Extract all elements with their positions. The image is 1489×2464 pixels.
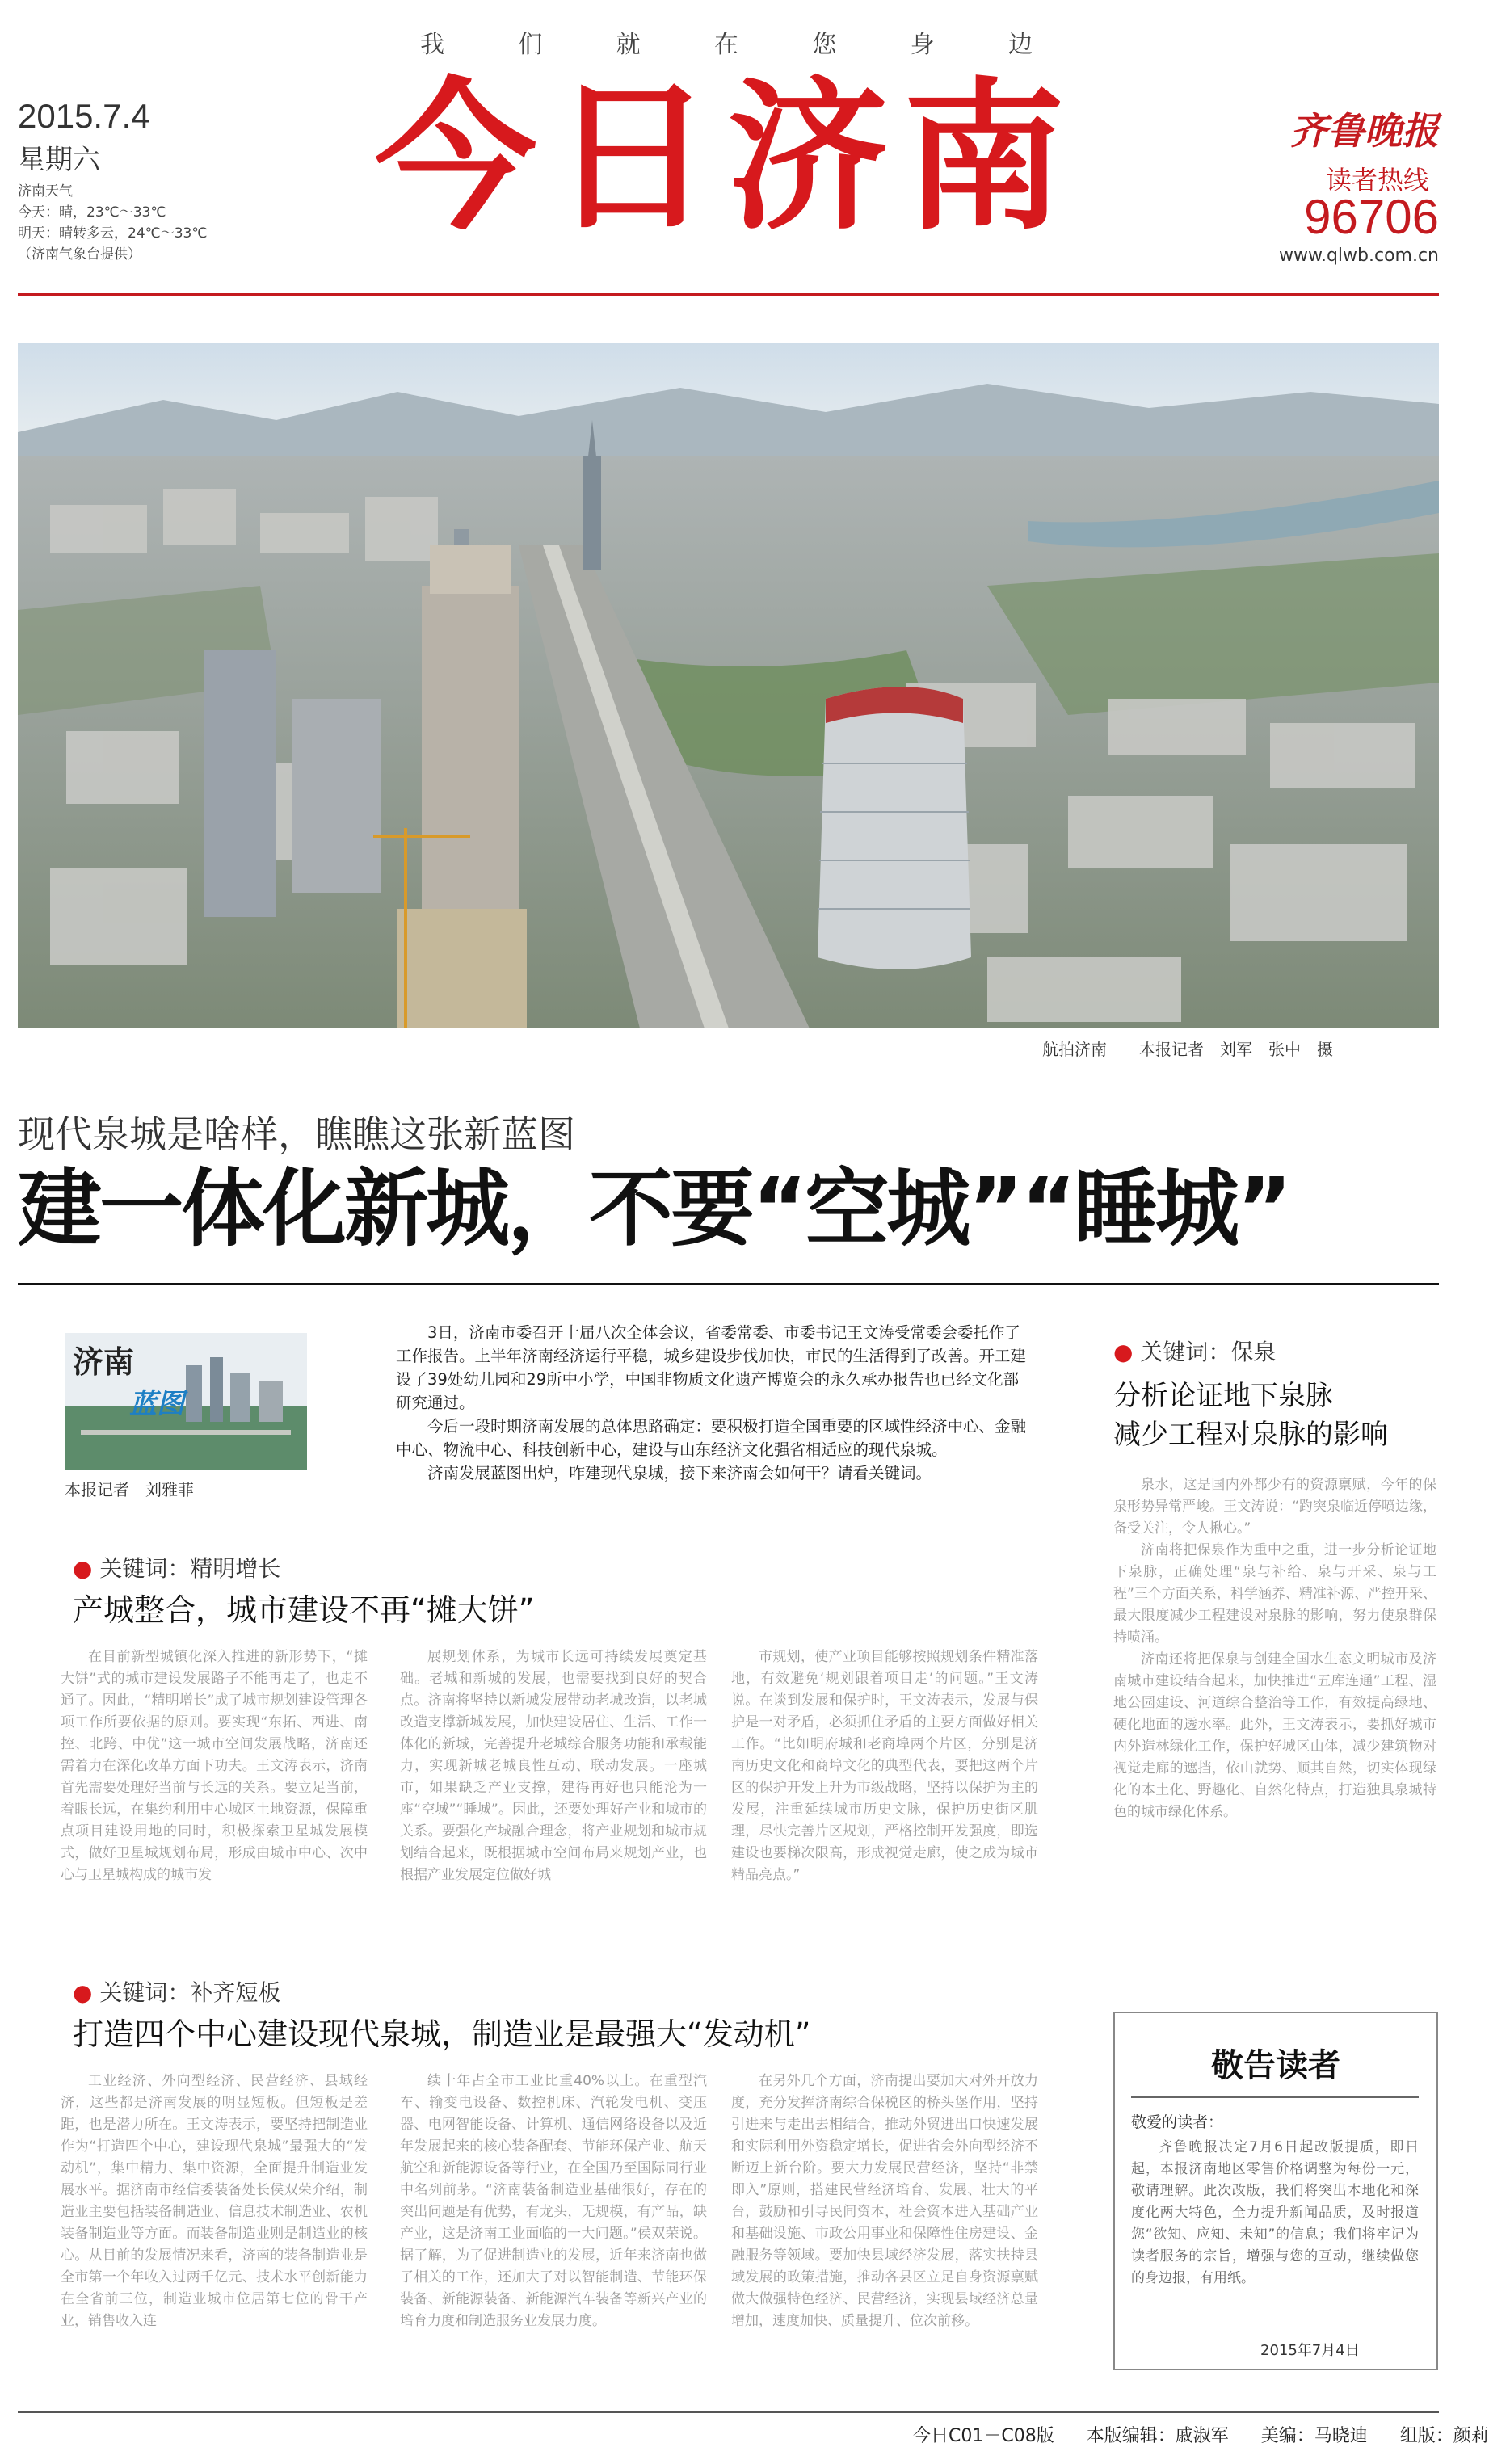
keyword-text: 关键词：精明增长 [99,1555,281,1582]
footer-credits [913,2422,1489,2447]
side-column [1113,1474,1436,1823]
column-text: 市规划，使产业项目能够按照规划条件精准落地，有效避免‘规划跟着项目走’的问题。”王文涛说。在谈到发展和保护时，王文涛表示，发展与保护是一对矛盾，必须抓住矛盾的主要方面做好相关工作。“比如明府城和老商埠两个片区，分别是济南历史文化和商埠文化的典型代表，要把这两个片区的保护开发上升为市级战略，坚持以保护为主的发展，注重延续城市历史文脉，保护历史街区肌理，尽快完善片区规划，严格控制开发强度，即选建设也要梯次限高，形成视觉走廊，使之成为城市精品亮点。” [731,1649,1038,1883]
notice-title: 敬告读者 [1211,2047,1340,2084]
bullet-icon: ● [1113,1339,1134,1365]
column-text: 展规划体系，为城市长远可持续发展奠定基础。老城和新城的发展，也需要找到良好的契合点。济南将坚持以新城发展带动老城改造，以老城改造支撑新城发展，加快建设居住、生活、工作一体化的新城，完善提升老城综合服务功能和承载能力，实现新城老城良性互动、联动发展。一座城市，如果缺乏产业支撑，建得再好也只能沦为一座“空城”“睡城”。因此，还要处理好产业和城市的关系。要强化产城融合理念，将产业规划和城市规划结合起来，既根据城市空间布局来规划产业，也根据产业发展定位做好城 [400,1649,707,1883]
side-paragraph: 济南还将把保泉与创建全国水生态文明城市及济南城市建设结合起来，加快推进“五库连通”工程、湿地公园建设、河道综合整治等工作，有效提高绿地、硬化地面的透水率。此外，王文涛表示，要抓好城市内外造林绿化工作，保护好城区山体，减少建筑物对视觉走廊的遮挡，依山就势、顺其自然，切实体现绿化的本土化、野趣化、自然化特点，打造独具泉城特色的城市绿化体系。 [1113,1651,1436,1820]
side-subhead-1: 分析论证地下泉脉 [1113,1380,1333,1412]
keyword-text: 关键词：补齐短板 [99,1979,281,2006]
side-paragraph: 泉水，这是国内外都少有的资源禀赋，今年的保泉形势异常严峻。王文涛说：“趵突泉临近停喷边缘，备受关注，令人揪心。” [1113,1477,1436,1537]
footer-editor: 本版编辑：戚淑军 [1086,2426,1229,2446]
slogan-char: 我 [420,31,446,59]
keyword-text: 关键词：保泉 [1140,1339,1277,1365]
footer-pages: 今日C01－C08版 [913,2426,1054,2446]
headline-kicker: 现代泉城是啥样，瞧瞧这张新蓝图 [18,1112,575,1156]
intro-paragraph: 3日，济南市委召开十届八次全体会议，省委常委、市委书记王文涛受常委会委托作了工作报告。上半年济南经济运行平稳，城乡建设步伐加快，市民的生活得到了改善。开工建设了39处幼儿园和29所中小学，中国非物质文化遗产博览会的永久承办报告也已经文化部研究通过。 [396,1323,1027,1412]
notice-divider [1131,2096,1419,2098]
hotline-label: 读者热线 [1325,165,1429,196]
article-column [400,1646,707,1886]
bullet-icon: ● [73,1979,93,2006]
slogan [420,24,1034,60]
column-text: 在另外几个方面，济南提出要加大对外开放力度，充分发挥济南综合保税区的桥头堡作用，坚持引进来与走出去相结合，推动外贸进出口快速发展和实际利用外资稳定增长，促进省会外向型经济不断迈上新台阶。要大力发展民营经济，坚持“非禁即入”原则，搭建民营经济培育、发展、壮大的平台，鼓励和引导民间资本，社会资本进入基础产业和基础设施、市政公用事业和保障性住房建设、金融服务等领域。要加快县域经济发展，落实扶持县域发展的政策措施，推动各县区立足自身资源禀赋做大做强特色经济、民营经济，实现县域经济总量增加，速度加快、质量提升、位次前移。 [731,2073,1038,2329]
weather-tomorrow: 明天：晴转多云，24℃～33℃ [18,225,208,242]
lead-intro [396,1321,1034,1485]
side-paragraph: 济南将把保泉作为重中之重，进一步分析论证地下泉脉，正确处理“泉与补给、泉与开采、泉与工程”三个方面关系，科学涵养、精准补源、严控开采、最大限度减少工程建设对泉脉的影响，努力使泉群保持喷涌。 [1113,1542,1436,1646]
bullet-icon: ● [73,1555,93,1582]
logo-subtitle: 蓝图 [129,1388,184,1420]
photo-caption: 航拍济南 本报记者 刘军 张中 摄 [1042,1040,1333,1059]
slogan-char: 就 [616,31,642,59]
slogan-char: 身 [910,31,936,59]
notice-date: 2015年7月4日 [1260,2342,1360,2359]
column-text: 在目前新型城镇化深入推进的新形势下，“摊大饼”式的城市建设发展路子不能再走了，也走不通了。因此，“精明增长”成了城市规划建设管理各项工作所要依据的原则。要实现“东拓、西进、南控、北跨、中优”这一城市空间发展战略，济南还需着力在深化改革方面下功夫。王文涛表示，济南首先需要处理好当前与长远的关系。要立足当前，着眼长远，在集约利用中心城区土地资源，保障重点项目建设用地的同时，积极探索卫星城发展模式，做好卫星城规划布局，形成由城市中心、次中心与卫星城构成的城市发 [61,1649,368,1883]
footer-rule [18,2411,1439,2413]
side-subhead-2: 减少工程对泉脉的影响 [1113,1419,1388,1451]
footer-art: 美编：马晓迪 [1260,2426,1368,2446]
weather-today: 今天：晴，23℃～33℃ [18,204,166,221]
weather-source: （济南气象台提供） [18,246,141,263]
notice-greeting: 敬爱的读者： [1131,2113,1224,2131]
slogan-char: 边 [1007,31,1034,59]
section-subhead: 打造四个中心建设现代泉城，制造业是最强大“发动机” [73,2016,811,2052]
section-keyword [73,1551,280,1583]
column-text: 工业经济、外向型经济、民营经济、县域经济，这些都是济南发展的明显短板。但短板是差距，也是潜力所在。王文涛表示，要坚持把制造业作为“打造四个中心，建设现代泉城”最强大的“发动机”，集中精力、集中资源，全面提升制造业发展水平。据济南市经信委装备处长侯双荣介绍，制造业主要包括装备制造业、信息技术制造业、农机装备制造业等方面。而装备制造业则是制造业的核心。从目前的发展情况来看，济南的装备制造业是全市第一个年收入过两千亿元、技术水平创新能力在全省前三位，制造业城市位居第七位的骨干产业，销售收入连 [61,2073,368,2329]
main-headline: 建一体化新城，不要“空城”“睡城” [18,1159,1290,1258]
article-column [400,2071,707,2332]
slogan-char: 们 [518,31,545,59]
issue-weekday: 星期六 [18,144,100,176]
issue-date: 2015.7.4 [18,97,150,135]
article-column [731,2071,1038,2332]
hotline-number: 96706 [1304,190,1439,244]
article-column [61,1646,368,1886]
masthead-rule [18,293,1439,296]
slogan-char: 您 [812,31,839,59]
article-column [731,1646,1038,1886]
intro-paragraph: 今后一段时期济南发展的总体思路确定：要积极打造全国重要的区域性经济中心、金融中心、物流中心、科技创新中心，建设与山东经济文化强省相适应的现代泉城。 [396,1417,1027,1459]
intro-paragraph: 济南发展蓝图出炉，咋建现代泉城，接下来济南会如何干？请看关键词。 [427,1464,932,1482]
aerial-city-photo [18,343,1439,1028]
notice-body: 齐鲁晚报决定7月6日起改版提质，即日起，本报济南地区零售价格调整为每份一元，敬请理解。此次改版，我们将突出本地化和深度化两大特色，全力提升新闻品质，及时报道您“欲知、应知、未知”的信息；我们将牢记为读者服务的宗旨，增强与您的互动，继续做您的身边报，有用纸。 [1131,2139,1419,2286]
website: www.qlwb.com.cn [1279,246,1439,266]
brand-logo: 齐鲁晚报 [1290,109,1439,153]
article-column [61,2071,368,2332]
section-subhead: 产城整合，城市建设不再“摊大饼” [73,1592,535,1628]
weather-title: 济南天气 [18,183,73,200]
headline-rule [18,1283,1439,1285]
newspaper-title: 今日济南 [374,62,1079,252]
side-keyword [1113,1335,1276,1367]
section-keyword [73,1975,280,2008]
column-text: 续十年占全市工业比重40%以上。在重型汽车、输变电设备、数控机床、汽轮发电机、变压器、电网智能设备、计算机、通信网络设备以及近年发展起来的核心装备配套、节能环保产业、航天航空和新能源设备等行业，在全国乃至国际同行业中名列前茅。“济南装备制造业基础很好，存在的突出问题是有优势，有龙头，无规模，有产品，缺产业，这是济南工业面临的一大问题。”侯双荣说。据了解，为了促进制造业的发展，近年来济南也做了相关的工作，还加大了对以智能制造、节能环保装备、新能源装备、新能源汽车装备等新兴产业的培育力度和制造服务业发展力度。 [400,2073,707,2329]
logo-title: 济南 [73,1344,135,1380]
footer-proof: 组版：颜莉 [1399,2426,1489,2446]
byline: 本报记者 刘雅菲 [65,1480,194,1499]
slogan-char: 在 [713,31,740,59]
